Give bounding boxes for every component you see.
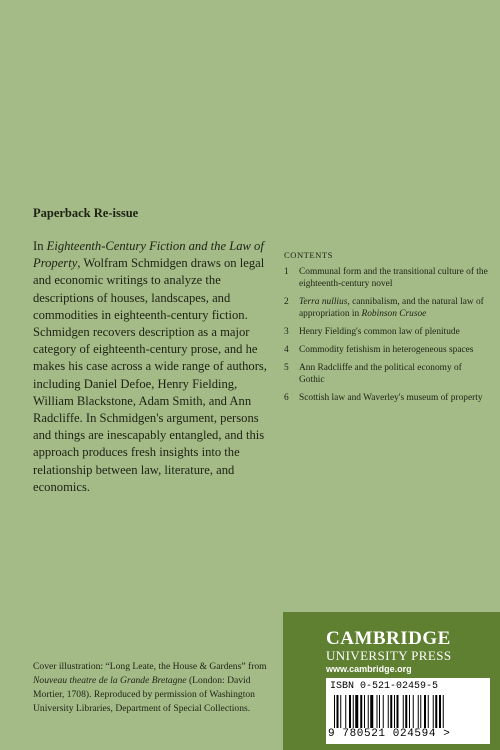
barcode-bar bbox=[388, 695, 389, 728]
toc-number: 6 bbox=[284, 393, 289, 403]
barcode-bar bbox=[379, 695, 380, 728]
barcode-bar bbox=[390, 695, 392, 728]
toc-text: Commodity fetishism in heterogeneous spaces bbox=[299, 345, 474, 355]
toc-item bbox=[284, 326, 489, 338]
reissue-heading: Paperback Re-issue bbox=[33, 206, 139, 220]
book-title: Eighteenth-Century Fiction and the Law of Property bbox=[33, 239, 264, 271]
publisher-panel bbox=[283, 612, 500, 750]
barcode-bar bbox=[409, 695, 410, 728]
barcode-bar bbox=[405, 695, 407, 728]
barcode-bar bbox=[397, 695, 399, 728]
publisher-name: CAMBRIDGE bbox=[326, 628, 451, 649]
toc-text: Communal form and the transitional culture of the eighteenth-century novel bbox=[299, 267, 488, 289]
credit-post: (London: David Mortier, 1708). Reproduced by permission of Washington University Libraries, Department of Special Collections. bbox=[33, 675, 255, 714]
barcode-bar bbox=[433, 695, 434, 728]
barcode-icon bbox=[334, 695, 484, 728]
toc-text: Henry Fielding's common law of plenitude bbox=[299, 327, 460, 337]
barcode-bar bbox=[353, 695, 354, 728]
barcode-box bbox=[326, 678, 490, 744]
toc-number: 5 bbox=[284, 363, 289, 373]
barcode-bar bbox=[394, 695, 395, 728]
toc-item bbox=[284, 266, 489, 290]
toc-italic-term: Terra nullius bbox=[299, 297, 348, 307]
barcode-bar bbox=[428, 695, 429, 728]
barcode-bar bbox=[383, 695, 384, 728]
toc-number: 2 bbox=[284, 297, 289, 307]
toc-number: 1 bbox=[284, 267, 289, 277]
barcode-bar bbox=[345, 695, 346, 728]
toc-text: Ann Radcliffe and the political economy of Gothic bbox=[299, 363, 462, 385]
toc-item bbox=[284, 392, 489, 404]
toc-item bbox=[284, 296, 489, 320]
credit-pre: Cover illustration: “Long Leate, the House & Gardens” from bbox=[33, 661, 267, 672]
toc-text: Scottish law and Waverley's museum of property bbox=[299, 393, 483, 403]
toc-italic-title: Robinson Crusoe bbox=[361, 309, 427, 319]
barcode-bar bbox=[337, 695, 339, 728]
toc-text-part: , cannibalism, and the natural law of appropriation in bbox=[299, 297, 484, 319]
toc-number: 3 bbox=[284, 327, 289, 337]
blurb-body: , Wolfram Schmidgen draws on legal and economic writings to analyze the descriptions of houses, landscapes, and commodities in eighteenth-century fiction. Schmidgen recovers description as a major category of eighteenth-century prose, and he makes his case across a wide range of authors, including Daniel Defoe, Henry Fielding, William Blackstone, Adam Smith, and Ann Radcliffe. In Schmidgen's argument, persons and things are inescapably entangled, and this approach produces fresh insights into the relationship between law, literature, and economics. bbox=[33, 256, 267, 494]
barcode-bar bbox=[340, 695, 341, 728]
barcode-bar bbox=[403, 695, 404, 728]
toc-item bbox=[284, 344, 489, 356]
contents-title: CONTENTS bbox=[284, 250, 333, 260]
cover-credit bbox=[33, 660, 278, 716]
barcode-bar bbox=[420, 695, 421, 728]
toc-item bbox=[284, 362, 489, 386]
barcode-bar bbox=[349, 695, 351, 728]
barcode-bar bbox=[360, 695, 362, 728]
contents-list bbox=[284, 249, 489, 410]
barcode-bar bbox=[413, 695, 414, 728]
barcode-bar bbox=[418, 695, 419, 728]
barcode-bar bbox=[364, 695, 365, 728]
blurb-intro: In bbox=[33, 239, 47, 253]
toc-number: 4 bbox=[284, 345, 289, 355]
barcode-bar bbox=[377, 695, 378, 728]
barcode-bar bbox=[443, 695, 444, 728]
barcode-bar bbox=[424, 695, 426, 728]
barcode-bar bbox=[334, 695, 335, 728]
description-blurb bbox=[33, 238, 278, 496]
publisher-url: www.cambridge.org bbox=[326, 664, 412, 674]
barcode-bar bbox=[439, 695, 441, 728]
publisher-subtitle: UNIVERSITY PRESS bbox=[326, 648, 452, 663]
credit-italic-title: Nouveau theatre de la Grande Bretagne bbox=[33, 675, 187, 686]
barcode-bar bbox=[370, 695, 373, 728]
barcode-digits: 9 780521 024594 > bbox=[328, 728, 451, 740]
barcode-bar bbox=[368, 695, 369, 728]
barcode-bar bbox=[355, 695, 358, 728]
isbn-label: ISBN 0-521-02459-5 bbox=[330, 681, 439, 692]
barcode-bar bbox=[435, 695, 437, 728]
toc-text bbox=[299, 296, 489, 320]
